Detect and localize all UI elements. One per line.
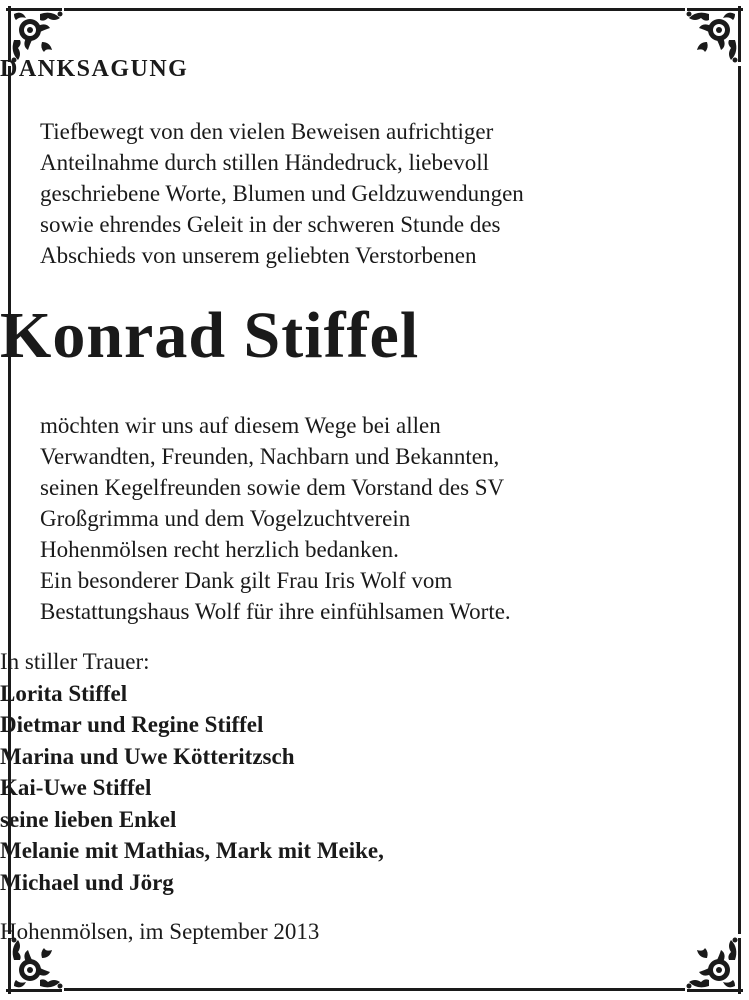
intro-paragraph — [40, 116, 709, 271]
thanks-line: Ein besonderer Dank gilt Frau Iris Wolf vom — [40, 568, 453, 593]
intro-line: geschriebene Worte, Blumen und Geldzuwendungen — [40, 181, 524, 206]
place-date: Hohenmölsen, im September 2013 — [0, 919, 320, 944]
mourner-name: Melanie mit Mathias, Mark mit Meike, — [0, 838, 384, 863]
intro-line: Abschieds von unserem geliebten Verstorbenen — [40, 243, 477, 268]
mourner-name: Kai-Uwe Stiffel — [0, 775, 152, 800]
notice-heading: DANKSAGUNG — [0, 56, 189, 82]
mourner-name: Dietmar und Regine Stiffel — [0, 712, 264, 737]
thanks-line: seinen Kegelfreunden sowie dem Vorstand des SV — [40, 475, 505, 500]
intro-line: Tiefbewegt von den vielen Beweisen aufrichtiger — [40, 119, 494, 144]
mourner-name: seine lieben Enkel — [0, 806, 177, 832]
mourning-intro: In stiller Trauer: — [0, 649, 150, 674]
mourner-name: Marina und Uwe Kötteritzsch — [0, 743, 295, 769]
mourner-name: Lorita Stiffel — [0, 680, 128, 706]
deceased-name: Konrad Stiffel — [0, 299, 420, 372]
thanks-line: möchten wir uns auf diesem Wege bei allen — [40, 413, 441, 438]
thanks-line: Hohenmölsen recht herzlich bedanken. — [40, 537, 399, 562]
frame-bottom-line — [64, 988, 685, 991]
mourners-block — [0, 646, 749, 898]
thanks-line: Bestattungshaus Wolf für ihre einfühlsamen Worte. — [40, 599, 511, 624]
intro-line: Anteilnahme durch stillen Händedruck, liebevoll — [40, 150, 490, 175]
intro-line: sowie ehrendes Geleit in der schweren Stunde des — [40, 212, 501, 237]
mourner-name: Michael und Jörg — [0, 869, 174, 895]
thanks-line: Großgrimma und dem Vogelzuchtverein — [40, 506, 411, 531]
thanks-paragraph — [40, 410, 709, 627]
thanks-line: Verwandten, Freunden, Nachbarn und Bekannten, — [40, 444, 500, 469]
frame-top-line — [64, 8, 685, 11]
